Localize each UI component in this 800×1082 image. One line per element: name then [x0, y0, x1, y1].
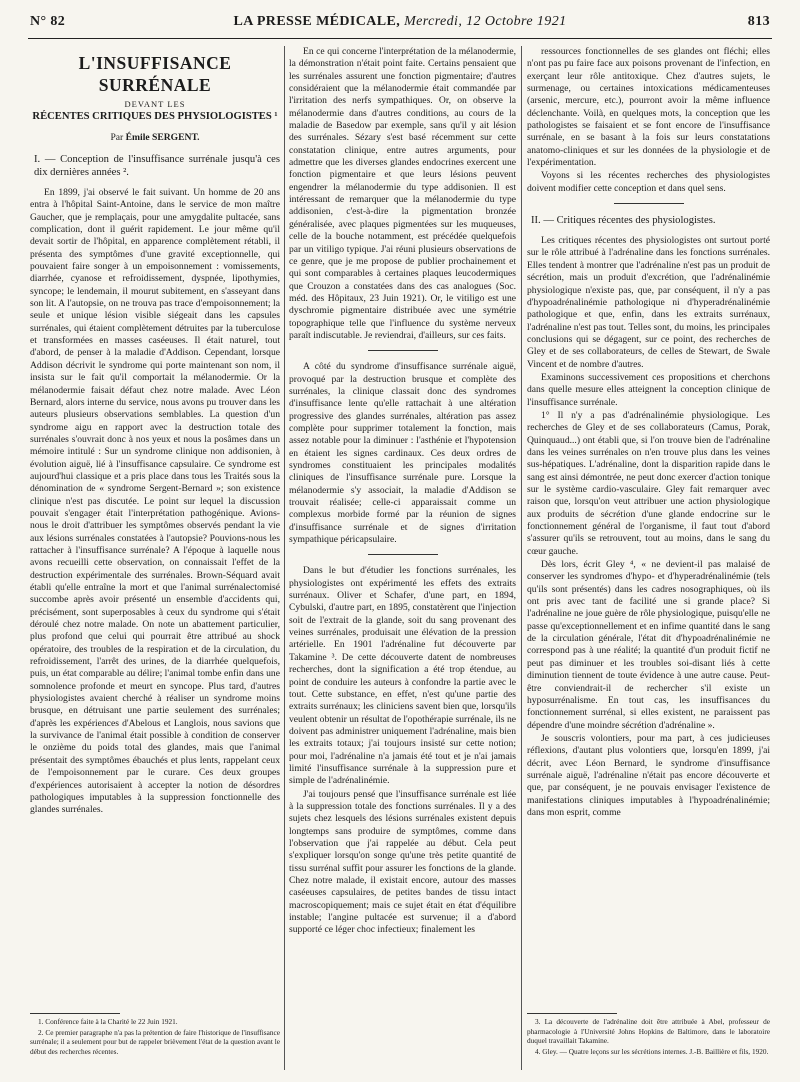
column-2 — [289, 46, 516, 1066]
issue-number: N° 82 — [30, 14, 66, 29]
paragraph: En 1899, j'ai observé le fait suivant. Un homme de 20 ans entra à l'hôpital Saint-Antoine, dans le service de mon maître Gaucher, que je remplaçais, pour une amygdalite pultacée, sans complication, dont il guérit rapidement. Le jour même qu'il devait sortir de l'hôpital, en apparence complètement rétabli, il présenta des symptômes d'une gravité exceptionnelle, qui pouvaient faire songer à un empoisonnement : vomissements, diarrhée, cyanose et refroidissement, dyspnée, lipothymies, syncope; le lendemain, il mourut subitement, en s'asseyant dans son lit. A l'autopsie, on ne trouva pas trace d'empoisonnement; la seule et unique lésion visible siégeait dans les capsules surrénales, qui étaient complètement détruites par la tuberculose et transformées en masses caséeuses. Il était naturel, tout d'abord, de penser à la maladie d'Addison. Cependant, lorsque Addison décrivit le syndrome qui porte maintenant son nom, il insista sur le fait qu'il comportait la mélanodermie. Or la mélanodermie faisait défaut chez notre malade. Avec Léon Bernard, alors interne du service, nous avons pu trouver dans les auteurs plusieurs observations semblables. La question d'un syndrome aigu en rapport avec la destruction totale des surrénales s'ouvrait donc à nos yeux et nous la posâmes dans un mémoire intitulé : Sur un syndrome clinique non addisonien, à évolution aiguë, lié à l'insuffisance capsulaire. Ce syndrome est aujourd'hui classique et a pris place dans tous les Traités sous la dénomination de « syndrome Sergent-Bernard »; son existence clinique n'est pas discutée. Le point sur lequel la discussion pouvait s'engager était l'interprétation pathogénique. Avions-nous le droit d'attribuer les symptômes observés pendant la vie aux lésions surrénales constatées à l'autopsie? Pouvions-nous les rattacher à l'insuffisance surrénale? A l'époque à laquelle nous avons recueilli cette observation, on connaissait l'effet de la destruction expérimentale des surrénales. Brown-Séquard avait établi qu'elle entraîne la mort et que l'animal surrénalectomisé succombe après avoir présenté un ensemble d'accidents qui, précisément, sont superposables à ceux du syndrome qui s'était déroulé chez notre malade. On note un abattement particulier, plus profond que celui qui pourrait être attribué au shock opératoire, des troubles de la respiration et de la circulation, du refroidissement, l'arrêt des urines, de la diarrhée quelquefois, puis, un état comparable au délire; l'animal tombe enfin dans une somnolence profonde et meurt en syncope. Plus tard, d'autres physiologistes avaient cherché à réaliser un syndrome moins brusque, en détruisant une partie seulement des surrénales; d'après les expériences d'Abelous et Langlois, nous savions que la survivance de l'animal était possible à condition de conserver le onzième du poids total des glandes, mais que l'animal présentait des symptômes ébauchés et plus lents, rappelant ceux de l'empoisonnement par le curare. Ces deux groupes d'expériences autorisaient à accepter la notion de désordres pathologiques imputables à la suppression fonctionnelle des glandes surrénales. — [30, 187, 280, 816]
paragraph: Je souscris volontiers, pour ma part, à ces judicieuses réflexions, d'autant plus volontiers que, lorsqu'en 1899, j'ai décrit, avec Léon Bernard, le syndrome d'insuffisance surrénale aiguë, l'adrénaline n'était pas encore découverte et que, par conséquent, je ne pouvais envisager l'existence de manifestations cliniques imputables à l'hypoadrénalinémie; dans mon esprit, comme — [527, 732, 770, 818]
paragraph: J'ai toujours pensé que l'insuffisance surrénale est liée à la suppression totale des fonctions surrénales. Il y a des sujets chez lesquels des lésions surrénales existent depuis longtemps sans produire de symptômes, comme dans l'observation que j'ai rappelée au début. Cela peut s'expliquer lorsqu'on songe qu'une très petite quantité de tissu surrénal suffit pour assurer les fonctions de la glande. Chez notre malade, il existait encore, autour des masses caséeuses capsulaires, de petites bandes de tissu intact macroscopiquement; mais ce sujet était en état d'équilibre instable; l'angine pultacée est survenue; il a d'abord supporté ce léger choc infectieux; finalement les — [289, 788, 516, 936]
footnote-rule — [30, 1013, 120, 1014]
paragraph: Les critiques récentes des physiologistes ont surtout porté sur le rôle attribué à l'adrénaline dans les fonctions surrénales. Elles tendent à montrer que l'adrénaline n'est pas un produit de sécrétion, mais un produit d'excrétion, que l'adrénalinémie physiologique n'existe pas, que, par conséquent, il n'y a pas d'hypoadrénalinémie pathologique ni d'hyperadrénalinémie pathologique et que, enfin, dans les extraits surrénaux, l'adrénaline n'est pas tout. Telles sont, du moins, les principales conclusions qui se dégagent, sur ce point, des recherches de Gley et de ses collaborateurs, de celles de Stewart, de Swale Vincent et de nombre d'autres. — [527, 235, 770, 370]
column-divider — [521, 46, 522, 1070]
footnote: 1. Conférence faite à la Charité le 22 Juin 1921. — [38, 1017, 178, 1027]
paragraph: A côté du syndrome d'insuffisance surrénale aiguë, provoqué par la destruction brusque et complète des surrénales, la clinique classait donc des syndromes d'insuffisance lente qu'elle rattachait à une altération progressive des glandes surrénales, altération pas assez complète pour supprimer totalement la fonction, mais assez notable pour la diminuer : l'asthénie et l'hypotension en étaient les signes cardinaux. Ces deux ordres de syndromes constituaient les principales modalités cliniques de l'insuffisance surrénale pure. Lorsque la mélanodermie s'y associait, la maladie d'Addison se trouvait réalisée; celle-ci apparaissait comme un complexus morbide formé par la réunion de signes d'insuffisance surrénale et de signes d'irritation sympathique péricapsulaire. — [289, 361, 516, 546]
separator-rule — [368, 350, 438, 351]
paragraph: ressources fonctionnelles de ses glandes ont fléchi; elles n'ont pas pu faire face aux poisons provenant de l'infection, en exerçant leur rôle antitoxique. Chez d'autres sujets, le surmenage, ou certaines intoxications médicamenteuses (arsenic, mercure, etc.), pourront avoir la même influence déclenchante. Voilà, en quelques mots, la conception que les pathologistes se faisaient et se font encore de l'insuffisance surrénale, en se basant à la fois sur leurs constatations anatomo-cliniques et sur les données de la physiologie et de l'expérimentation. — [527, 46, 770, 169]
issue-date: Mercredi, 12 Octobre 1921 — [404, 14, 567, 29]
section-heading: I. — Conception de l'insuffisance surrénale jusqu'à ces dix dernières années ². — [34, 154, 280, 178]
paragraph: Dans le but d'étudier les fonctions surrénales, les physiologistes ont expérimenté les effets des extraits surrénaux. Oliver et Schafer, d'une part, en 1894, Cybulski, d'autre part, en 1895, constatèrent que l'injection soit de l'extrait de la glande, soit du sang provenant des veines surrénales, produisait une élévation de la pression artérielle. En 1901 l'adrénaline fut découverte par Takamine ³. De cette découverte datent de nombreuses recherches, dont la signification a été trop étendue, au point de conduire les auteurs à confondre la partie avec le tout. Cette substance, en effet, n'est qu'une partie des extraits surrénaux; les cliniciens savent bien que, lorsqu'ils veulent obtenir un résultat de l'opothérapie surrénale, ils ne doivent pas administrer uniquement l'adrénaline, mais bien les extraits totaux; j'ai toujours insisté sur cette notion; pour moi, l'adrénaline n'a jamais été tout et je n'ai jamais limité l'insuffisance surrénale à la suppression pure et simple de l'adrénalinémie. — [289, 565, 516, 787]
paragraph: Voyons si les récentes recherches des physiologistes doivent modifier cette conception et dans quel sens. — [527, 170, 770, 194]
running-header — [30, 14, 770, 36]
article-title: L'INSUFFISANCE SURRÉNALE — [78, 53, 232, 95]
column-divider — [284, 46, 285, 1070]
separator-rule — [614, 203, 684, 204]
paragraph: Dès lors, écrit Gley ⁴, « ne devient-il pas malaisé de conserver les syndromes d'hypo- et d'hyperadrénalinémie (tels qu'ils sont présentés) dans les cadres nosographiques, où ils ont pris avec tant de facilité une si grande place? Si l'adrénaline ne joue guère de rôle physiologique, puisqu'elle ne passe qu'exceptionnellement et en infime quantité dans le sang de la circulation générale, l'état dit d'hypoadrénalinémie ne correspond pas à une réalité; la quantité d'un produit fictif ne peut pas diminuer et les troubles soi-disant liés à cette diminution tiennent de toute évidence à une autre cause. Peut-être conviendrait-il de rechercher s'il existe un hyposurrénalisme. En tout cas, les insuffisances du fonctionnement surrénal, si elles existent, ne paraissent pas dépendre d'une moindre sécrétion d'adrénaline ». — [527, 559, 770, 731]
author-name: Émile SERGENT. — [125, 132, 200, 143]
paragraph: Examinons successivement ces propositions et cherchons dans quelle mesure elles atteignent la conception clinique de l'insuffisance surrénale. — [527, 371, 770, 408]
footnotes-col3 — [527, 1013, 770, 1056]
author-prefix: Par — [110, 132, 124, 143]
paragraph: 1° Il n'y a pas d'adrénalinémie physiologique. Les recherches de Gley et de ses collaborateurs (Camus, Porak, Quinquaud...) ont établi que, si l'on trouve bien de l'adrénaline dans les veines surrénales on n'en trouve plus dans les veines sus-hépatiques. L'adrénaline, dont la disparition rapide dans le sang est ainsi démontrée, ne peut donc exercer d'action tonique sur le système cardio-vasculaire. Gley fait remarquer avec raison que, lorsqu'on veut attribuer une action physiologique aux produits de sécrétion d'une glande endocrine sur le fonctionnement général de l'organisme, il faut tout d'abord s'assurer qu'ils se retrouvent, tout au moins, dans le sang du cœur gauche. — [527, 409, 770, 557]
footnote: 4. Gley. — Quatre leçons sur les sécrétions internes. J.-B. Baillière et fils, 1920. — [535, 1046, 769, 1056]
journal-title: LA PRESSE MÉDICALE, — [233, 14, 401, 29]
page-number: 813 — [747, 14, 770, 29]
section-heading: II. — Critiques récentes des physiologistes. — [531, 215, 716, 227]
footnotes-col1 — [30, 1013, 280, 1056]
paragraph: En ce qui concerne l'interprétation de la mélanodermie, la démonstration n'était point faite. Certains pensaient que les surrénales assurent une fonction pigmentaire; d'autres considéraient que la mélanodermie était commandée par l'irritation des nerfs sympathiques. Or, on observe la mélanodermie dans d'autres conditions, au cours de la maladie de Basedow par exemple, sans qu'il y ait lésion des surrénales. Sézary s'est basé récemment sur cette constatation clinique, entre autres arguments, pour admettre que les diverses glandes endocrines exercent une fonction pigmentaire et que leurs lésions peuvent engendrer la mélanodermie du type addisonien. Il est intéressant de remarquer que la mélanodermie du type addisonien, c'est-à-dire la pigmentation bronzée généralisée, avec plaques pigmentées sur les muqueuses, celle de la bouche notamment, est précédée quelquefois par un vitiligo typique. J'ai réuni plusieurs observations de ce genre, que je me propose de publier prochainement et qui sont comparables à certaines plaques leucodermiques que Crouzon a constatées dans des cas analogues (Soc. méd. des Hôpitaux, 23 Juin 1921). Or, le vitiligo est une dyschromie pigmentaire distribuée avec une symétrie topographique telle que l'influence du système nerveux paraît indiscutable. Je reviendrai, d'ailleurs, sur ces faits. — [289, 46, 516, 341]
footnote: 2. Ce premier paragraphe n'a pas la prétention de faire l'historique de l'insuffisance surrénale; il a seulement pour but de rappeler brièvement l'état de la question avant le début des recherches récentes. — [30, 1027, 280, 1056]
column-1 — [30, 46, 280, 1066]
footnote-rule — [527, 1013, 617, 1014]
author-line — [30, 132, 280, 143]
article-devant: DEVANT LES — [124, 99, 186, 109]
column-3 — [527, 46, 770, 1066]
header-rule — [28, 38, 772, 39]
footnote: 3. La découverte de l'adrénaline doit être attribuée à Abel, professeur de pharmacologie à l'Université Johns Hopkins de Baltimore, dans le laboratoire duquel travaillait Takamine. — [527, 1017, 770, 1046]
separator-rule — [368, 554, 438, 555]
article-subtitle: RÉCENTES CRITIQUES DES PHYSIOLOGISTES ¹ — [32, 111, 278, 122]
